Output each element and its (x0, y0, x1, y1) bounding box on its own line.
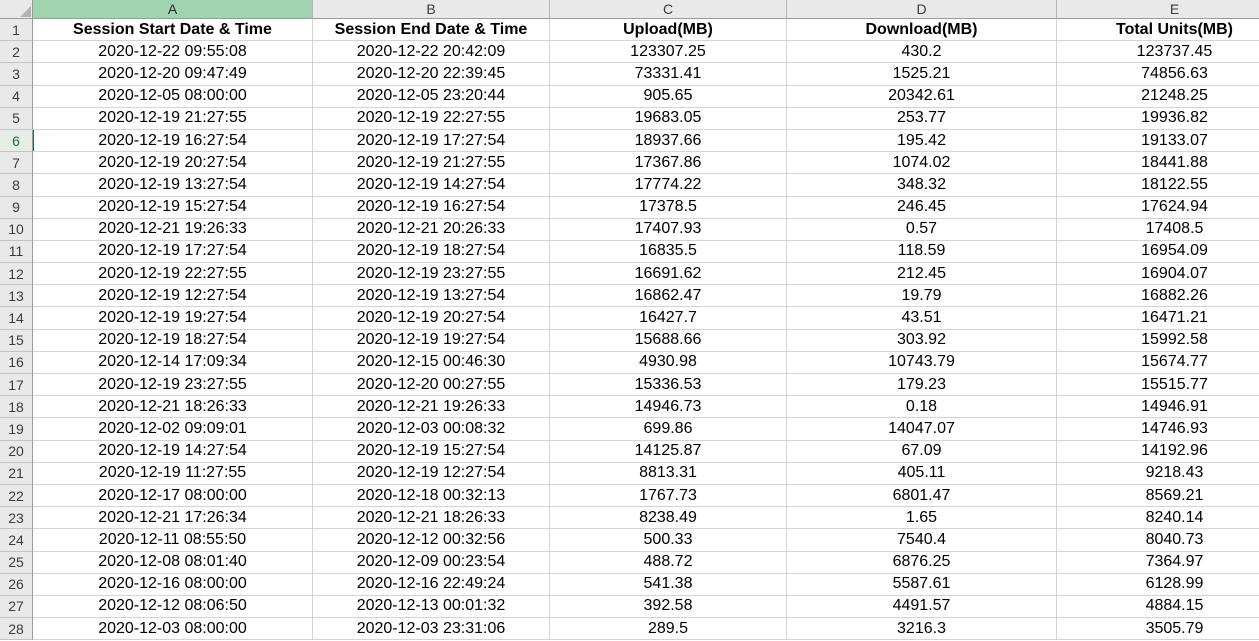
table-row (0, 507, 1259, 529)
cell-e28[interactable]: 3505.79 (1057, 618, 1259, 640)
cell-c22[interactable]: 1767.73 (550, 485, 787, 507)
table-row (0, 396, 1259, 418)
cell-b20[interactable]: 2020-12-19 15:27:54 (313, 441, 550, 463)
cell-a4[interactable]: 2020-12-05 08:00:00 (33, 86, 313, 108)
cell-d6[interactable]: 195.42 (787, 130, 1057, 152)
cell-a5[interactable]: 2020-12-19 21:27:55 (33, 108, 313, 130)
cell-d20[interactable]: 67.09 (787, 441, 1057, 463)
table-row (0, 86, 1259, 108)
row-header-9[interactable]: 9 (0, 197, 33, 219)
cell-d5[interactable]: 253.77 (787, 108, 1057, 130)
cell-d18[interactable]: 0.18 (787, 396, 1057, 418)
cell-d19[interactable]: 14047.07 (787, 418, 1057, 440)
cell-c26[interactable]: 541.38 (550, 574, 787, 596)
cell-a22[interactable]: 2020-12-17 08:00:00 (33, 485, 313, 507)
row-header-3[interactable]: 3 (0, 63, 33, 85)
cell-a18[interactable]: 2020-12-21 18:26:33 (33, 396, 313, 418)
table-row (0, 130, 1259, 152)
cell-d24[interactable]: 7540.4 (787, 529, 1057, 551)
select-all-triangle-icon (20, 6, 31, 17)
table-row (0, 41, 1259, 63)
cell-c21[interactable]: 8813.31 (550, 463, 787, 485)
cell-b8[interactable]: 2020-12-19 14:27:54 (313, 174, 550, 196)
cell-b17[interactable]: 2020-12-20 00:27:55 (313, 374, 550, 396)
cell-e10[interactable]: 17408.5 (1057, 219, 1259, 241)
table-row (0, 374, 1259, 396)
row-header-10[interactable]: 10 (0, 219, 33, 241)
row-header-16[interactable]: 16 (0, 352, 33, 374)
cell-e6[interactable]: 19133.07 (1057, 130, 1259, 152)
row-header-18[interactable]: 18 (0, 396, 33, 418)
row-header-7[interactable]: 7 (0, 152, 33, 174)
table-row (0, 552, 1259, 574)
cell-c24[interactable]: 500.33 (550, 529, 787, 551)
cell-c16[interactable]: 4930.98 (550, 352, 787, 374)
cell-c13[interactable]: 16862.47 (550, 285, 787, 307)
cell-e5[interactable]: 19936.82 (1057, 108, 1259, 130)
cell-a1[interactable]: Session Start Date & Time (33, 19, 313, 41)
table-row (0, 219, 1259, 241)
cell-a21[interactable]: 2020-12-19 11:27:55 (33, 463, 313, 485)
table-row (0, 330, 1259, 352)
cell-e20[interactable]: 14192.96 (1057, 441, 1259, 463)
table-row (0, 108, 1259, 130)
cell-c28[interactable]: 289.5 (550, 618, 787, 640)
cell-d26[interactable]: 5587.61 (787, 574, 1057, 596)
column-headers-row (0, 0, 1259, 19)
table-row (0, 618, 1259, 640)
cell-a15[interactable]: 2020-12-19 18:27:54 (33, 330, 313, 352)
cell-d3[interactable]: 1525.21 (787, 63, 1057, 85)
row-header-15[interactable]: 15 (0, 330, 33, 352)
cell-b5[interactable]: 2020-12-19 22:27:55 (313, 108, 550, 130)
cell-e11[interactable]: 16954.09 (1057, 241, 1259, 263)
table-row (0, 63, 1259, 85)
cell-e1[interactable]: Total Units(MB) (1057, 19, 1259, 41)
cell-e2[interactable]: 123737.45 (1057, 41, 1259, 63)
cell-d16[interactable]: 10743.79 (787, 352, 1057, 374)
cell-e18[interactable]: 14946.91 (1057, 396, 1259, 418)
cell-c10[interactable]: 17407.93 (550, 219, 787, 241)
row-header-19[interactable]: 19 (0, 418, 33, 440)
cell-a23[interactable]: 2020-12-21 17:26:34 (33, 507, 313, 529)
cell-b9[interactable]: 2020-12-19 16:27:54 (313, 197, 550, 219)
row-header-6[interactable]: 6 (0, 130, 33, 152)
cell-a26[interactable]: 2020-12-16 08:00:00 (33, 574, 313, 596)
cell-c5[interactable]: 19683.05 (550, 108, 787, 130)
cell-c20[interactable]: 14125.87 (550, 441, 787, 463)
cell-c2[interactable]: 123307.25 (550, 41, 787, 63)
cell-e7[interactable]: 18441.88 (1057, 152, 1259, 174)
cell-b21[interactable]: 2020-12-19 12:27:54 (313, 463, 550, 485)
cell-b26[interactable]: 2020-12-16 22:49:24 (313, 574, 550, 596)
table-row (0, 307, 1259, 329)
table-row (0, 174, 1259, 196)
cell-a10[interactable]: 2020-12-21 19:26:33 (33, 219, 313, 241)
cell-a9[interactable]: 2020-12-19 15:27:54 (33, 197, 313, 219)
row-header-5[interactable]: 5 (0, 108, 33, 130)
cell-a8[interactable]: 2020-12-19 13:27:54 (33, 174, 313, 196)
cell-b12[interactable]: 2020-12-19 23:27:55 (313, 263, 550, 285)
cell-c11[interactable]: 16835.5 (550, 241, 787, 263)
column-header-e[interactable]: E (1057, 0, 1259, 19)
table-row (0, 418, 1259, 440)
row-header-22[interactable]: 22 (0, 485, 33, 507)
cell-d23[interactable]: 1.65 (787, 507, 1057, 529)
cell-a20[interactable]: 2020-12-19 14:27:54 (33, 441, 313, 463)
table-row (0, 529, 1259, 551)
row-header-1[interactable]: 1 (0, 19, 33, 41)
cell-b24[interactable]: 2020-12-12 00:32:56 (313, 529, 550, 551)
cell-a25[interactable]: 2020-12-08 08:01:40 (33, 552, 313, 574)
cell-c14[interactable]: 16427.7 (550, 307, 787, 329)
cell-b4[interactable]: 2020-12-05 23:20:44 (313, 86, 550, 108)
cell-b2[interactable]: 2020-12-22 20:42:09 (313, 41, 550, 63)
cell-e19[interactable]: 14746.93 (1057, 418, 1259, 440)
cell-b19[interactable]: 2020-12-03 00:08:32 (313, 418, 550, 440)
cell-b22[interactable]: 2020-12-18 00:32:13 (313, 485, 550, 507)
cell-d2[interactable]: 430.2 (787, 41, 1057, 63)
cell-d21[interactable]: 405.11 (787, 463, 1057, 485)
cell-d8[interactable]: 348.32 (787, 174, 1057, 196)
cell-c4[interactable]: 905.65 (550, 86, 787, 108)
cell-e9[interactable]: 17624.94 (1057, 197, 1259, 219)
cell-b23[interactable]: 2020-12-21 18:26:33 (313, 507, 550, 529)
cell-b18[interactable]: 2020-12-21 19:26:33 (313, 396, 550, 418)
cell-a19[interactable]: 2020-12-02 09:09:01 (33, 418, 313, 440)
cell-a6[interactable]: 2020-12-19 16:27:54 (33, 130, 313, 152)
cell-c17[interactable]: 15336.53 (550, 374, 787, 396)
cell-a24[interactable]: 2020-12-11 08:55:50 (33, 529, 313, 551)
cell-d17[interactable]: 179.23 (787, 374, 1057, 396)
cell-a13[interactable]: 2020-12-19 12:27:54 (33, 285, 313, 307)
row-header-28[interactable]: 28 (0, 618, 33, 640)
cell-a16[interactable]: 2020-12-14 17:09:34 (33, 352, 313, 374)
cell-d12[interactable]: 212.45 (787, 263, 1057, 285)
row-header-27[interactable]: 27 (0, 596, 33, 618)
cell-c25[interactable]: 488.72 (550, 552, 787, 574)
row-header-26[interactable]: 26 (0, 574, 33, 596)
cell-c23[interactable]: 8238.49 (550, 507, 787, 529)
cell-e27[interactable]: 4884.15 (1057, 596, 1259, 618)
column-header-c[interactable]: C (550, 0, 787, 19)
row-header-17[interactable]: 17 (0, 374, 33, 396)
cell-d15[interactable]: 303.92 (787, 330, 1057, 352)
row-header-12[interactable]: 12 (0, 263, 33, 285)
cell-e12[interactable]: 16904.07 (1057, 263, 1259, 285)
table-row (0, 441, 1259, 463)
cell-b3[interactable]: 2020-12-20 22:39:45 (313, 63, 550, 85)
grid-body (0, 19, 1259, 640)
row-header-13[interactable]: 13 (0, 285, 33, 307)
select-all-corner[interactable] (0, 0, 33, 19)
table-row (0, 463, 1259, 485)
cell-a2[interactable]: 2020-12-22 09:55:08 (33, 41, 313, 63)
cell-c12[interactable]: 16691.62 (550, 263, 787, 285)
cell-a17[interactable]: 2020-12-19 23:27:55 (33, 374, 313, 396)
cell-e16[interactable]: 15674.77 (1057, 352, 1259, 374)
cell-e21[interactable]: 9218.43 (1057, 463, 1259, 485)
cell-b6[interactable]: 2020-12-19 17:27:54 (313, 130, 550, 152)
cell-a14[interactable]: 2020-12-19 19:27:54 (33, 307, 313, 329)
row-header-24[interactable]: 24 (0, 529, 33, 551)
cell-e8[interactable]: 18122.55 (1057, 174, 1259, 196)
table-row (0, 263, 1259, 285)
cell-d10[interactable]: 0.57 (787, 219, 1057, 241)
row-header-21[interactable]: 21 (0, 463, 33, 485)
cell-d14[interactable]: 43.51 (787, 307, 1057, 329)
cell-c9[interactable]: 17378.5 (550, 197, 787, 219)
row-header-25[interactable]: 25 (0, 552, 33, 574)
cell-d1[interactable]: Download(MB) (787, 19, 1057, 41)
cell-d27[interactable]: 4491.57 (787, 596, 1057, 618)
column-header-d[interactable]: D (787, 0, 1057, 19)
cell-e17[interactable]: 15515.77 (1057, 374, 1259, 396)
cell-e3[interactable]: 74856.63 (1057, 63, 1259, 85)
table-row (0, 574, 1259, 596)
cell-e22[interactable]: 8569.21 (1057, 485, 1259, 507)
cell-c6[interactable]: 18937.66 (550, 130, 787, 152)
cell-b28[interactable]: 2020-12-03 23:31:06 (313, 618, 550, 640)
table-row (0, 485, 1259, 507)
cell-a7[interactable]: 2020-12-19 20:27:54 (33, 152, 313, 174)
cell-c15[interactable]: 15688.66 (550, 330, 787, 352)
cell-d22[interactable]: 6801.47 (787, 485, 1057, 507)
column-header-a[interactable]: A (33, 0, 313, 19)
cell-c18[interactable]: 14946.73 (550, 396, 787, 418)
table-row (0, 285, 1259, 307)
table-row (0, 241, 1259, 263)
row-header-23[interactable]: 23 (0, 507, 33, 529)
cell-b1[interactable]: Session End Date & Time (313, 19, 550, 41)
cell-b14[interactable]: 2020-12-19 20:27:54 (313, 307, 550, 329)
row-header-11[interactable]: 11 (0, 241, 33, 263)
cell-c19[interactable]: 699.86 (550, 418, 787, 440)
cell-a11[interactable]: 2020-12-19 17:27:54 (33, 241, 313, 263)
cell-b11[interactable]: 2020-12-19 18:27:54 (313, 241, 550, 263)
cell-c27[interactable]: 392.58 (550, 596, 787, 618)
row-header-2[interactable]: 2 (0, 41, 33, 63)
table-row (0, 596, 1259, 618)
cell-d25[interactable]: 6876.25 (787, 552, 1057, 574)
table-row (0, 197, 1259, 219)
cell-c3[interactable]: 73331.41 (550, 63, 787, 85)
cell-d11[interactable]: 118.59 (787, 241, 1057, 263)
cell-e25[interactable]: 7364.97 (1057, 552, 1259, 574)
cell-a12[interactable]: 2020-12-19 22:27:55 (33, 263, 313, 285)
cell-e26[interactable]: 6128.99 (1057, 574, 1259, 596)
cell-e15[interactable]: 15992.58 (1057, 330, 1259, 352)
cell-b16[interactable]: 2020-12-15 00:46:30 (313, 352, 550, 374)
cell-d28[interactable]: 3216.3 (787, 618, 1057, 640)
cell-a3[interactable]: 2020-12-20 09:47:49 (33, 63, 313, 85)
column-header-b[interactable]: B (313, 0, 550, 19)
cell-a27[interactable]: 2020-12-12 08:06:50 (33, 596, 313, 618)
cell-b10[interactable]: 2020-12-21 20:26:33 (313, 219, 550, 241)
cell-e13[interactable]: 16882.26 (1057, 285, 1259, 307)
cell-e4[interactable]: 21248.25 (1057, 86, 1259, 108)
row-header-14[interactable]: 14 (0, 307, 33, 329)
cell-b13[interactable]: 2020-12-19 13:27:54 (313, 285, 550, 307)
cell-d13[interactable]: 19.79 (787, 285, 1057, 307)
cell-d7[interactable]: 1074.02 (787, 152, 1057, 174)
row-header-20[interactable]: 20 (0, 441, 33, 463)
cell-a28[interactable]: 2020-12-03 08:00:00 (33, 618, 313, 640)
cell-c7[interactable]: 17367.86 (550, 152, 787, 174)
row-header-8[interactable]: 8 (0, 174, 33, 196)
cell-b27[interactable]: 2020-12-13 00:01:32 (313, 596, 550, 618)
cell-b15[interactable]: 2020-12-19 19:27:54 (313, 330, 550, 352)
cell-b7[interactable]: 2020-12-19 21:27:55 (313, 152, 550, 174)
cell-d9[interactable]: 246.45 (787, 197, 1057, 219)
row-header-4[interactable]: 4 (0, 86, 33, 108)
cell-c8[interactable]: 17774.22 (550, 174, 787, 196)
cell-e24[interactable]: 8040.73 (1057, 529, 1259, 551)
cell-d4[interactable]: 20342.61 (787, 86, 1057, 108)
table-row (0, 352, 1259, 374)
cell-e23[interactable]: 8240.14 (1057, 507, 1259, 529)
cell-b25[interactable]: 2020-12-09 00:23:54 (313, 552, 550, 574)
cell-e14[interactable]: 16471.21 (1057, 307, 1259, 329)
header-row (0, 19, 1259, 41)
table-row (0, 152, 1259, 174)
cell-c1[interactable]: Upload(MB) (550, 19, 787, 41)
